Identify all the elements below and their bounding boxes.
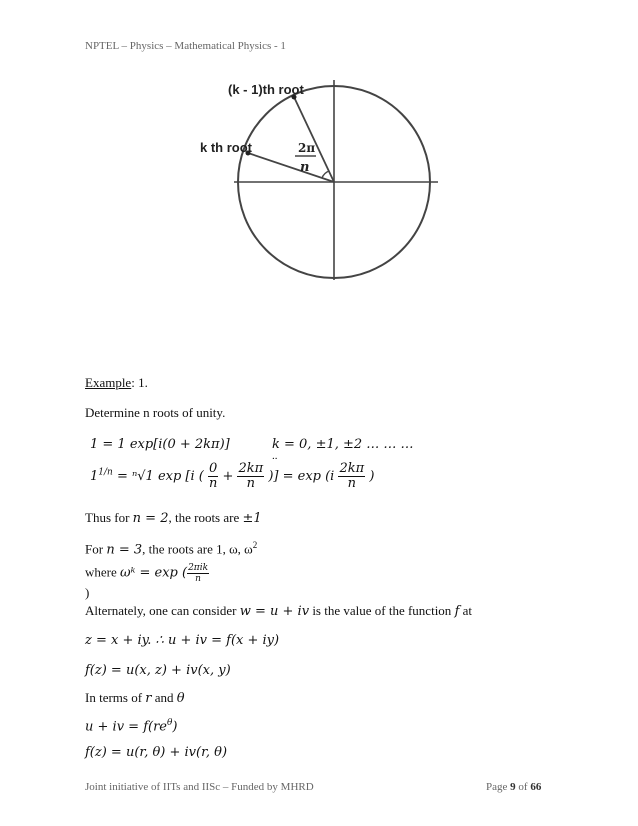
equation-1-lhs: 1 = 1 exp[i(0 + 2kπ)] — [90, 437, 230, 452]
eq2-fraction-1: $\frac{0}{n}$ — [208, 461, 218, 491]
equation-1-dots: .. — [272, 450, 278, 462]
eq2-fraction-2: $\frac{2k\pi}{n}$ — [238, 461, 264, 491]
where-fraction: $\frac{\text{2πik}}{n}$ — [188, 563, 209, 584]
equation-2 — [90, 462, 374, 491]
eq2-close: )] = exp (i — [268, 469, 335, 484]
angle-label-numerator: 2π — [298, 141, 316, 155]
example-number: : 1. — [131, 375, 148, 390]
line-n2: Thus for n = 2, the roots are ±1 — [85, 510, 262, 526]
page-header: NPTEL – Physics – Mathematical Physics - 1 — [85, 40, 286, 52]
roots-of-unity-diagram — [190, 78, 450, 363]
eq2-plus: + — [222, 469, 234, 484]
example-label: Example — [85, 375, 132, 390]
footer-page-number: Page 9 of 66 — [486, 781, 542, 793]
eq2-lhs: 1 — [90, 469, 99, 484]
line-where-close: ) — [85, 585, 90, 600]
line-terms: In terms of r and θ — [85, 690, 185, 706]
line-polar: u + iv = $f(re^\theta)$ — [85, 718, 178, 735]
eq2-mid: = ⁿ√1 exp [i ( — [112, 469, 204, 484]
eq2-fraction-3: $\frac{2k\pi}{n}$ — [339, 461, 365, 491]
ray-k-root — [248, 153, 334, 182]
line-alternately: Alternately, one can consider w = u + iv is the value of the function f at — [85, 603, 473, 619]
label-k-minus-1-root: (k - 1)th root — [228, 82, 304, 97]
eq2-exponent: 1/n — [98, 467, 113, 478]
angle-label-denominator: n — [300, 160, 310, 175]
example-task: Determine n roots of unity. — [85, 405, 226, 420]
angle-arc — [322, 171, 329, 178]
line-n3: For n = 3, the roots are 1, ω, $\omega^2$ — [85, 540, 258, 558]
line-where: where ωᵏ = exp ( $\frac{\text{2πik}}{n}$ — [85, 563, 209, 584]
example-heading — [85, 375, 148, 391]
label-k-root: k th root — [200, 140, 252, 155]
line-z: z = x + iy. ∴ u + iv = f(x + iy) — [85, 633, 280, 648]
line-fz-polar: f(z) = u(r, θ) + iv(r, θ) — [85, 745, 228, 760]
eq2-end: ) — [369, 469, 375, 484]
line-fz-xy: f(z) = u(x, z) + iv(x, y) — [85, 663, 231, 678]
footer-left: Joint initiative of IITs and IISc – Funded by MHRD — [85, 781, 314, 793]
equation-1-rhs: k = 0, ±1, ±2 … … … — [272, 437, 414, 452]
